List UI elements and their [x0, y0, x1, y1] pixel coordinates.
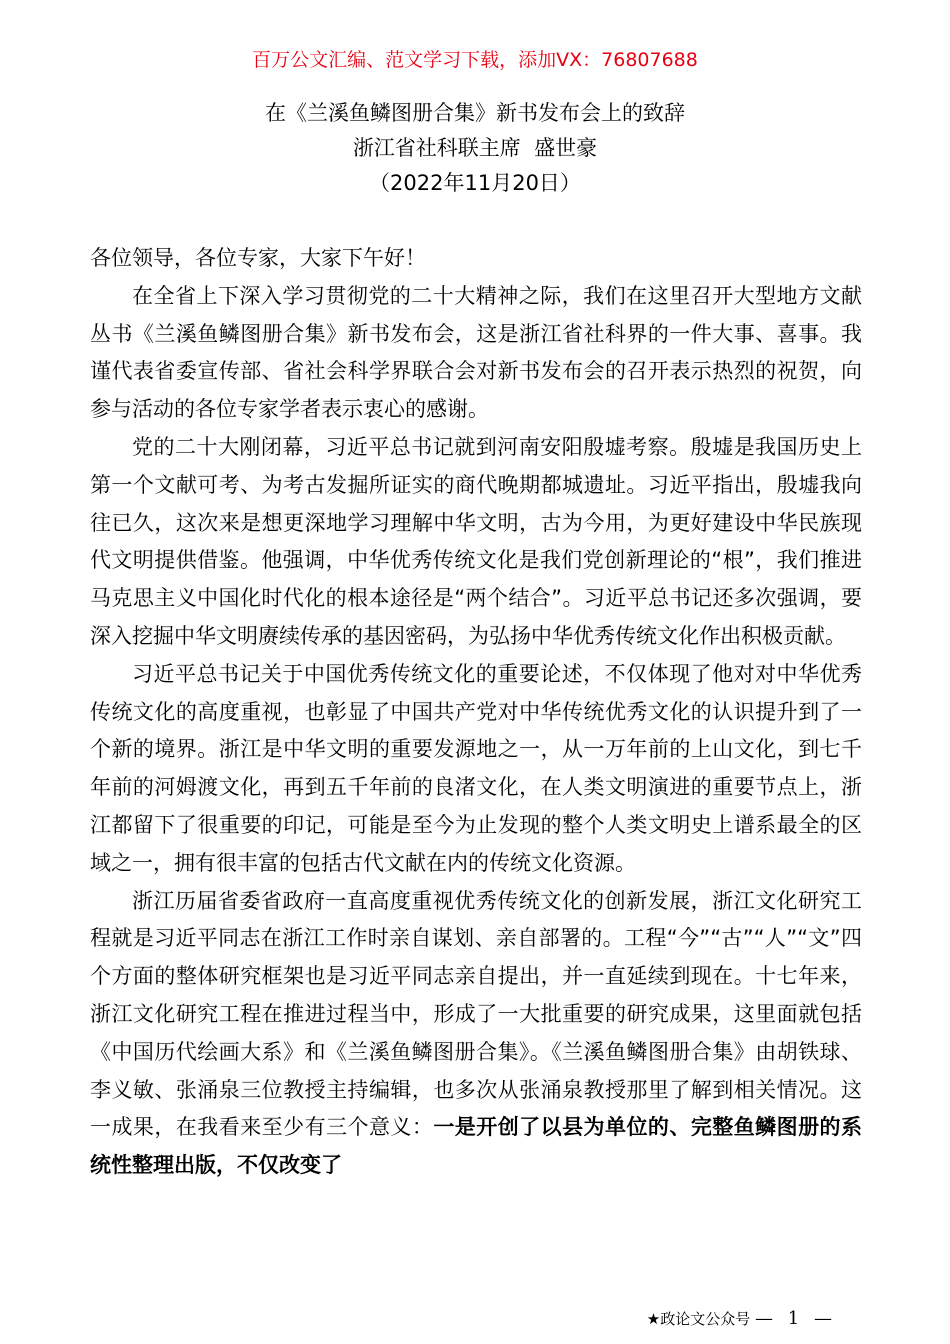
paragraph-2: 党的二十大刚闭幕，习近平总书记就到河南安阳殷墟考察。殷墟是我国历史上第一个文献可考、为考古发掘所证实的商代晚期都城遗址。习近平指出，殷墟我向往已久，这次来是想更深地学习理解中华文明，古为今用，为更好建设中华民族现代文明提供借鉴。他强调，中华优秀传统文化是我们党创新理论的“根”，我们推进马克思主义中国化时代化的根本途径是“两个结合”。习近平总书记还多次强调，要深入挖掘中华文明赓续传承的基因密码，为弘扬中华优秀传统文化作出积极贡献。 [90, 434, 862, 648]
date-line: （2022年11月20日） [369, 171, 581, 195]
document-body [90, 240, 862, 1185]
document-title: 在《兰溪鱼鳞图册合集》新书发布会上的致辞 [265, 101, 685, 125]
paragraph-3: 习近平总书记关于中国优秀传统文化的重要论述，不仅体现了他对对中华优秀传统文化的高度重视，也彰显了中国共产党对中华传统优秀文化的认识提升到了一个新的境界。浙江是中华文明的重要发源地之一，从一万年前的上山文化，到七千年前的河姆渡文化，再到五千年前的良渚文化，在人类文明演进的重要节点上，浙江都留下了很重要的印记，可能是至今为止发现的整个人类文明史上谱系最全的区域之一，拥有很丰富的包括古代文献在内的传统文化资源。 [90, 661, 862, 875]
footer-source: ★政论文公众号 [646, 1310, 751, 1328]
page-footer [647, 1308, 832, 1330]
page-number: 1 [787, 1308, 800, 1329]
paragraph-4-text: 浙江历届省委省政府一直高度重视优秀传统文化的创新发展，浙江文化研究工程就是习近平同志在浙江工作时亲自谋划、亲自部署的。工程“今”“古”“人”“文”四个方面的整体研究框架也是习近平同志亲自提出，并一直延续到现在。十七年来，浙江文化研究工程在推进过程当中，形成了一大批重要的研究成果，这里面就包括《中国历代绘画大系》和《兰溪鱼鳞图册合集》。《兰溪鱼鳞图册合集》由胡铁球、李义敏、张涌泉三位教授主持编辑，也多次从张涌泉教授那里了解到相关情况。这一成果，在我看来至少有三个意义： [90, 888, 862, 1140]
footer-dash-left: — [754, 1308, 773, 1329]
paragraph-4 [90, 883, 862, 1185]
promo-banner: 百万公文汇编、范文学习下载，添加VX：76807688 [252, 49, 698, 71]
paragraph-1: 在全省上下深入学习贯彻党的二十大精神之际，我们在这里召开大型地方文献丛书《兰溪鱼鳞图册合集》新书发布会，这是浙江省社科界的一件大事、喜事。我谨代表省委宣传部、省社会科学界联合会对新书发布会的召开表示热烈的祝贺，向参与活动的各位专家学者表示衷心的感谢。 [90, 283, 862, 422]
author-line: 浙江省社科联主席 盛世豪 [352, 136, 598, 160]
paragraph-4-bold-text: 一是开创了以县为单位的、完整鱼鳞图册的系统性整理出版，不仅改变了 [90, 1115, 863, 1178]
title-block [0, 96, 950, 201]
footer-dash-right: — [814, 1308, 832, 1329]
greeting-paragraph: 各位领导，各位专家，大家下午好！ [90, 246, 426, 270]
